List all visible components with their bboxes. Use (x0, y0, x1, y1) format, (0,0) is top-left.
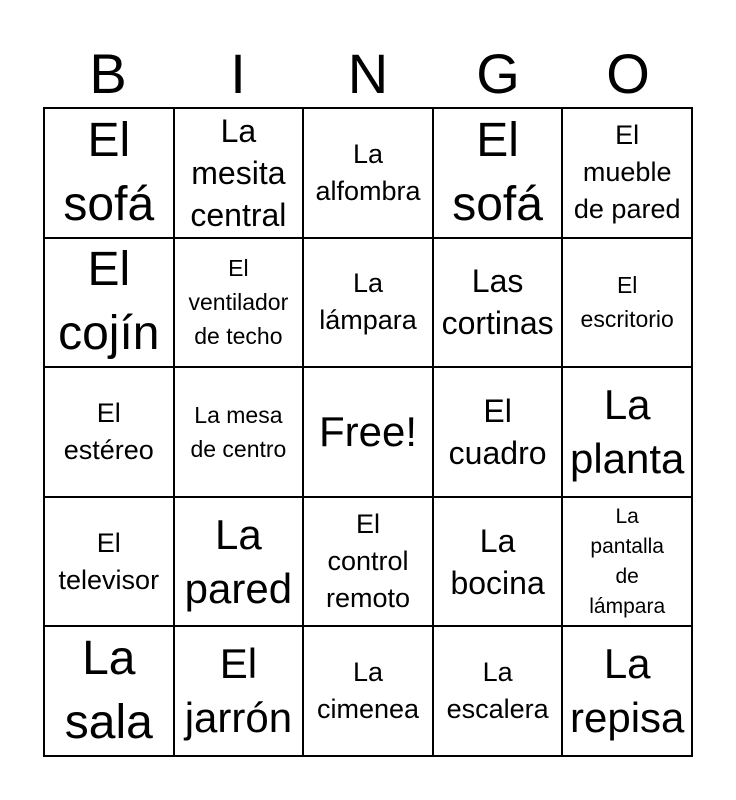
bingo-cell[interactable] (174, 497, 304, 627)
bingo-cell-label: El ventilador de techo (188, 255, 289, 350)
bingo-cell[interactable] (303, 626, 433, 756)
bingo-card-grid (43, 107, 693, 757)
bingo-cell-label: El jarrón (184, 640, 293, 742)
header-letter-i: I (230, 42, 246, 105)
bingo-cell-label: La mesita central (190, 112, 287, 233)
bingo-cell[interactable] (174, 367, 304, 497)
header-letter-n: N (347, 42, 389, 105)
bingo-cell-label: La sala (64, 632, 153, 750)
bingo-cell[interactable] (433, 367, 563, 497)
bingo-cell[interactable] (562, 367, 692, 497)
bingo-cell[interactable] (433, 626, 563, 756)
bingo-cell-label: La escalera (446, 657, 549, 725)
bingo-cell[interactable] (174, 626, 304, 756)
bingo-cell[interactable] (303, 108, 433, 238)
bingo-cell-label: Free! (318, 407, 417, 455)
bingo-cell-label: La lámpara (319, 268, 417, 336)
bingo-cell[interactable] (174, 108, 304, 238)
bingo-cell-label: La bocina (450, 522, 545, 601)
bingo-cell[interactable] (433, 497, 563, 627)
bingo-cell[interactable] (433, 108, 563, 238)
bingo-cell-label: El estéreo (63, 397, 154, 465)
bingo-cell-label: El sofá (63, 113, 155, 231)
bingo-cell-label: La cimenea (316, 657, 420, 725)
bingo-cell-label: La mesa de centro (190, 401, 287, 462)
bingo-cell-label: La planta (569, 380, 685, 482)
bingo-cell-label: Las cortinas (441, 263, 554, 342)
bingo-cell-label: El televisor (58, 527, 160, 595)
header-letter-o: O (606, 42, 650, 105)
header-letter-g: G (476, 42, 520, 105)
bingo-cell[interactable] (44, 497, 174, 627)
header-letter-b: B (89, 42, 127, 105)
bingo-cell[interactable] (562, 626, 692, 756)
bingo-free-space[interactable] (303, 367, 433, 497)
bingo-cell[interactable] (174, 238, 304, 368)
bingo-cell-label: La pared (184, 510, 293, 612)
bingo-header (43, 42, 693, 106)
bingo-cell[interactable] (44, 626, 174, 756)
bingo-cell-label: El control remoto (325, 509, 411, 614)
bingo-cell-label: El cuadro (448, 392, 547, 471)
bingo-cell-label: La alfombra (315, 138, 421, 206)
bingo-cell[interactable] (44, 367, 174, 497)
bingo-cell-label: La pantalla de lámpara (589, 504, 666, 618)
bingo-cell[interactable] (44, 108, 174, 238)
bingo-cell[interactable] (44, 238, 174, 368)
bingo-cell[interactable] (562, 108, 692, 238)
bingo-cell-label: El escritorio (580, 272, 674, 333)
bingo-cell[interactable] (562, 238, 692, 368)
bingo-cell[interactable] (303, 238, 433, 368)
bingo-cell[interactable] (562, 497, 692, 627)
bingo-cell-label: La repisa (569, 640, 685, 742)
bingo-cell-label: El mueble de pared (573, 120, 681, 225)
bingo-cell-label: El sofá (452, 113, 543, 231)
bingo-cell-label: El cojín (58, 243, 160, 361)
bingo-cell[interactable] (433, 238, 563, 368)
bingo-cell[interactable] (303, 497, 433, 627)
